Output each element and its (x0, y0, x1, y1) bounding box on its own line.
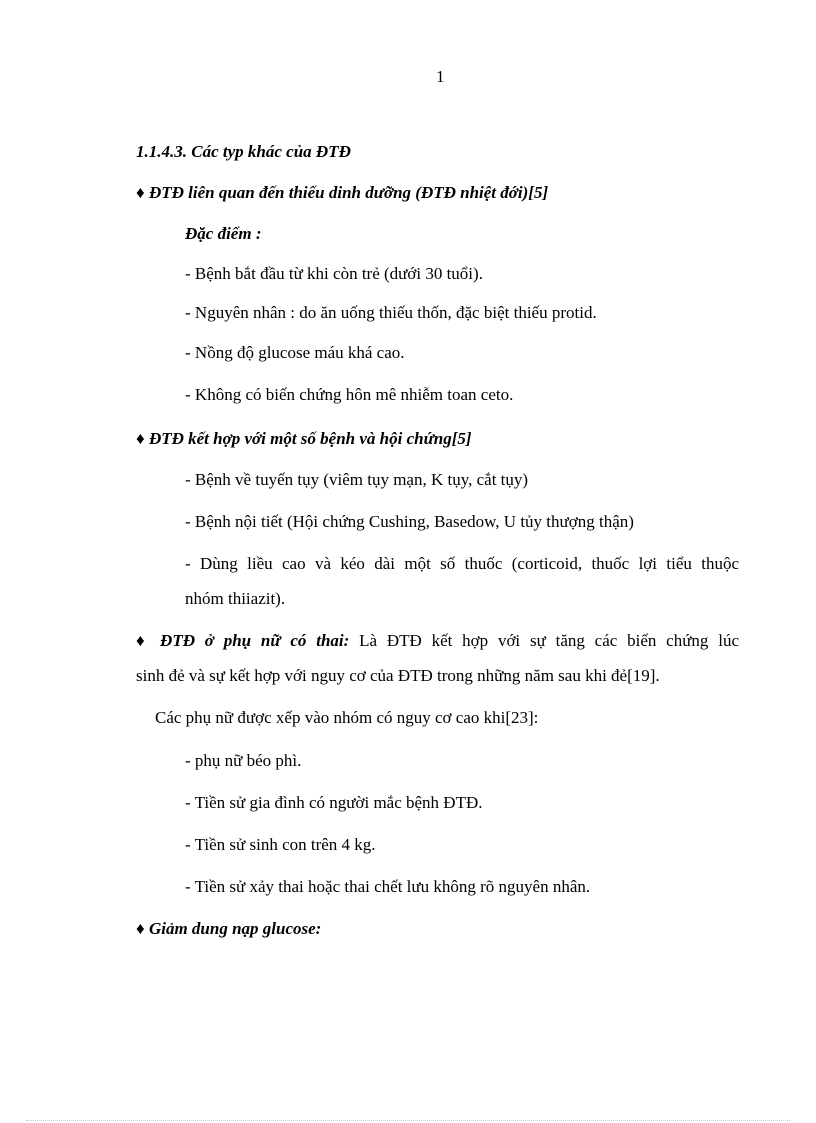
section2-title: ĐTĐ kết hợp với một số bệnh và hội chứng[5] (148, 429, 472, 448)
section3-title: ĐTĐ ở phụ nữ có thai: (160, 631, 350, 650)
section3-text: Là ĐTĐ kết hợp với sự tăng các biến chứng lúc (349, 631, 740, 650)
page-number: 1 (436, 67, 445, 86)
list-item: - Bệnh bắt đầu từ khi còn trẻ (dưới 30 tuổi). (185, 264, 483, 283)
section3-paragraph-line1 (136, 630, 739, 652)
list-item: - Tiền sử sinh con trên 4 kg. (185, 835, 376, 854)
list-item-continuation: nhóm thiiazit). (185, 589, 286, 608)
bullet-icon: ♦ (136, 429, 145, 448)
list-item: - Bệnh về tuyến tụy (viêm tụy mạn, K tụy, cắt tụy) (185, 470, 529, 489)
section2-title-line (136, 428, 472, 450)
list-item: - Bệnh nội tiết (Hội chứng Cushing, Basedow, U tủy thượng thận) (185, 512, 634, 531)
list-item: - Nồng độ glucose máu khá cao. (185, 343, 405, 362)
section1-subtitle: Đặc điểm : (185, 224, 262, 243)
list-item: - Không có biến chứng hôn mê nhiễm toan ceto. (185, 385, 514, 404)
list-item: - Dùng liều cao và kéo dài một số thuốc (corticoid, thuốc lợi tiểu thuộc (185, 554, 739, 573)
section3-intro: Các phụ nữ được xếp vào nhóm có nguy cơ cao khi[23]: (155, 708, 539, 727)
list-item: - phụ nữ béo phì. (185, 751, 302, 770)
bullet-icon: ♦ (136, 183, 145, 202)
bullet-icon: ♦ (136, 631, 151, 650)
section1-title: ĐTĐ liên quan đến thiếu dinh dưỡng (ĐTĐ nhiệt đới)[5] (148, 183, 549, 202)
list-item: - Tiền sử xảy thai hoặc thai chết lưu không rõ nguyên nhân. (185, 877, 591, 896)
page-bottom-rule (26, 1120, 790, 1121)
list-item: - Tiền sử gia đình có người mắc bệnh ĐTĐ. (185, 793, 483, 812)
section1-title-line (136, 182, 548, 204)
section4-title: Giảm dung nạp glucose: (148, 919, 322, 938)
bullet-icon: ♦ (136, 919, 145, 938)
list-item: - Nguyên nhân : do ăn uống thiếu thốn, đặc biệt thiếu protid. (185, 303, 597, 322)
section-heading: 1.1.4.3. Các typ khác của ĐTĐ (136, 142, 351, 161)
section3-paragraph-line2: sinh đẻ và sự kết hợp với nguy cơ của ĐTĐ trong những năm sau khi đẻ[19]. (136, 666, 660, 685)
section4-title-line (136, 918, 321, 940)
